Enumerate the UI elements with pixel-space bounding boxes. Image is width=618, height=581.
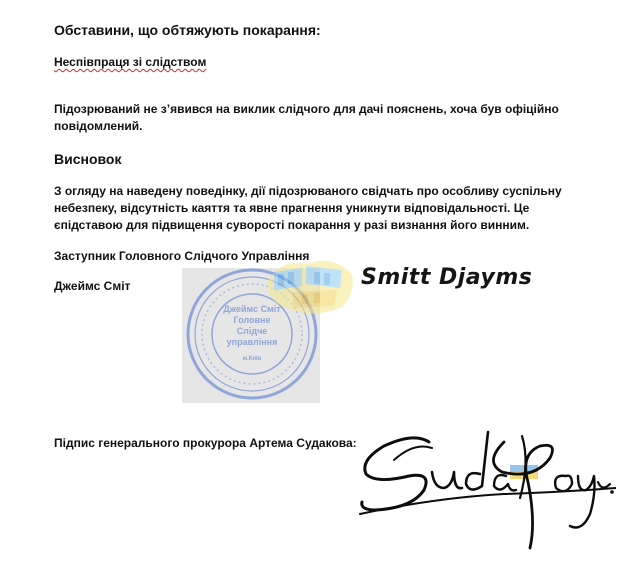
heading-circumstances: Обставини, що обтяжують покарання:: [54, 22, 321, 38]
conclusion-text: З огляду на наведену поведінку, дії підозрюваного свідчать про особливу суспільну небезпеку, відсутність каяття та явне прагнення уникнути відповідальності. Це єпідставою для підвищення суворості покарання у разі визнання його винним.: [54, 184, 562, 232]
stamp-line-2: Головне: [233, 315, 271, 325]
stamp-line-1: Джеймс Сміт: [223, 304, 281, 314]
typed-signature: Smitt Djayms: [361, 265, 533, 290]
handwritten-signature-icon: [354, 402, 616, 552]
aggravating-factor-text: Підозрюваний не з’явився на виклик слідчого для дачі пояснень, хоча був офіційно повідомлений.: [54, 102, 559, 133]
heading-conclusion: Висновок: [54, 151, 122, 167]
signer-name: Джеймс Сміт: [54, 279, 131, 293]
aggravating-factor-label: Неспівпраця зі слідством: [54, 55, 207, 69]
signer-position: Заступник Головного Слідчого Управління: [54, 249, 310, 263]
prosecutor-signature-label: Підпис генерального прокурора Артема Судакова:: [54, 436, 357, 450]
stamp-line-4: управління: [226, 337, 278, 347]
stamp-line-3: Слідче: [236, 326, 268, 336]
decorative-sticker-icon: [262, 252, 357, 320]
stamp-city: м.Київ: [242, 356, 262, 362]
